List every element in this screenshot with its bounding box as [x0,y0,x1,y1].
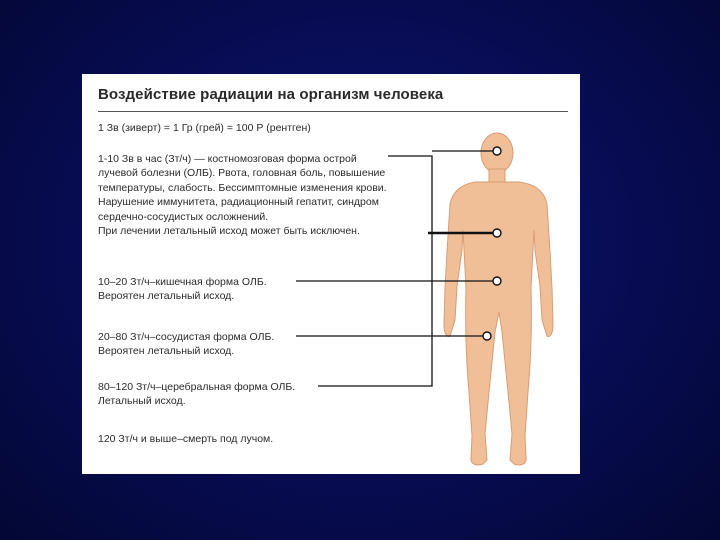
dose-block-1-line: лучевой болезни (ОЛБ). Рвота, головная боль, повышение [98,167,386,180]
dose-block-3-line: Вероятен летальный исход. [98,345,235,358]
dose-block-2-line: 10–20 Зт/ч–кишечная форма ОЛБ. [98,276,267,288]
marker-abdomen-icon [493,277,501,285]
dose-block-1-line: температуры, слабость. Бессимптомные изменения крови. [98,181,387,194]
dose-block-1-line: сердечно-сосудистых осложнений. [98,210,269,223]
infographic-card [82,74,580,474]
dose-block-1-line: 1-10 Зв в час (Зт/ч) — костномозговая форма острой [98,153,357,165]
leader-cerebral [318,233,432,386]
marker-chest-icon [493,229,501,237]
infographic-title: Воздействие радиации на организм человека [98,86,444,103]
human-body-icon [444,133,553,465]
dose-block-4-line: Летальный исход. [98,395,186,408]
units-line: 1 Зв (зиверт) = 1 Гр (грей) = 100 Р (рентген) [98,122,311,134]
dose-block-4-line: 80–120 Зт/ч–церебральная форма ОЛБ. [98,381,296,393]
human-figure-diagram [82,74,580,474]
dose-block-1-line: Нарушение иммунитета, радиационный гепатит, синдром [98,196,379,209]
dose-block-3-line: 20–80 Зт/ч–сосудистая форма ОЛБ. [98,331,275,343]
leader-head [388,156,446,233]
dose-block-5-line: 120 Зт/ч и выше–смерть под лучом. [98,433,274,445]
marker-head-icon [493,147,501,155]
marker-thigh-icon [483,332,491,340]
dose-block-2-line: Вероятен летальный исход. [98,290,235,303]
dose-block-1-line: При лечении летальный исход может быть исключен. [98,225,360,238]
